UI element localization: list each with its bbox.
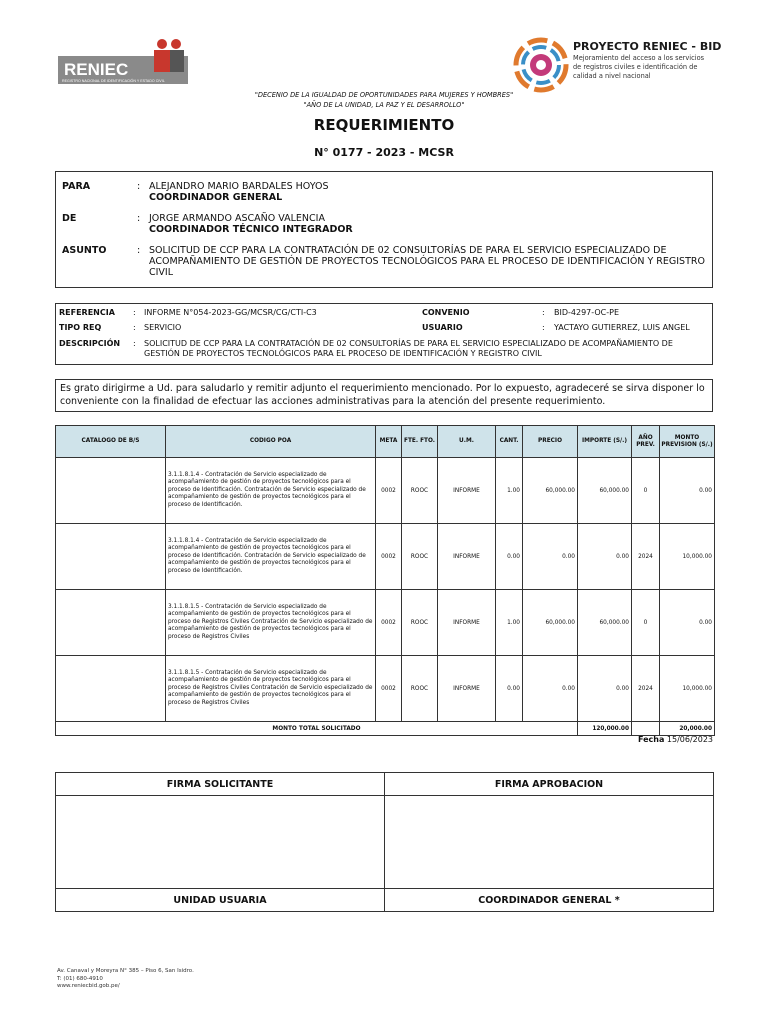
convenio-label: CONVENIO — [422, 308, 470, 317]
column-header: U.M. — [438, 426, 496, 458]
cant-cell: 1.00 — [496, 458, 523, 524]
bid-project-title: PROYECTO RENIEC - BID — [573, 40, 722, 53]
precio-cell: 60,000.00 — [523, 590, 578, 656]
reniec-logo-text: RENIEC — [64, 60, 129, 79]
date-label: Fecha — [637, 735, 665, 744]
column-header: CANT. — [496, 426, 523, 458]
colon: : — [133, 339, 136, 348]
monto-cell: 10,000.00 — [660, 656, 715, 722]
anio-cell: 2024 — [632, 656, 660, 722]
total-empty-cell — [632, 722, 660, 736]
para-role: COORDINADOR GENERAL — [149, 192, 283, 203]
decree-text — [0, 90, 768, 110]
descripcion-value: SOLICITUD DE CCP PARA LA CONTRATACIÓN DE 02 CONSULTORÍAS DE PARA EL SERVICIO ESPECIALIZADO DE ACOMPAÑAMIENTO DE GESTIÓN DE PROYECTOS TECNOLÓGICOS PARA EL PROCESO DE IDENTIFICACIÓN Y REGISTRO CIVIL — [144, 339, 673, 358]
de-role: COORDINADOR TÉCNICO INTEGRADOR — [149, 224, 353, 235]
monto-cell: 0.00 — [660, 458, 715, 524]
fte-cell: ROOC — [402, 656, 438, 722]
coordinador-general-label: COORDINADOR GENERAL * — [385, 889, 714, 912]
signature-table — [55, 772, 714, 912]
footer-address: Av. Canaval y Moreyra N° 385 – Piso 6, San Isidro. — [57, 968, 194, 974]
codigo-poa-cell: 3.1.1.8.1.5 - Contratación de Servicio especializado de acompañamiento de gestión de proyectos tecnológicos para el proceso de Registros Civiles Contratación de Servicio especializado de acompañamiento de gestión de proyectos tecnológicos para el proceso de Registros Civiles — [166, 656, 376, 722]
precio-cell: 0.00 — [523, 656, 578, 722]
para-name: ALEJANDRO MARIO BARDALES HOYOS — [149, 181, 329, 192]
table-header-row — [56, 426, 715, 458]
column-header: PRECIO — [523, 426, 578, 458]
decree-line-1: "DECENIO DE LA IGUALDAD DE OPORTUNIDADES PARA MUJERES Y HOMBRES" — [254, 91, 514, 99]
meta-cell: 0002 — [376, 524, 402, 590]
importe-cell: 60,000.00 — [578, 590, 632, 656]
decree-line-2: "AÑO DE LA UNIDAD, LA PAZ Y EL DESARROLLO" — [303, 101, 465, 109]
bid-logo — [512, 36, 570, 94]
meta-cell: 0002 — [376, 458, 402, 524]
firma-solicitante-label: FIRMA SOLICITANTE — [56, 773, 385, 796]
column-header: CODIGO POA — [166, 426, 376, 458]
catalogo-cell — [56, 524, 166, 590]
de-label: DE — [62, 213, 77, 224]
requirement-table — [55, 425, 715, 736]
colon: : — [137, 181, 141, 192]
precio-cell: 0.00 — [523, 524, 578, 590]
monto-cell: 10,000.00 — [660, 524, 715, 590]
catalogo-cell — [56, 590, 166, 656]
total-label: MONTO TOTAL SOLICITADO — [56, 722, 578, 736]
colon: : — [137, 213, 141, 224]
precio-cell: 60,000.00 — [523, 458, 578, 524]
column-header: IMPORTE (S/.) — [578, 426, 632, 458]
column-header: FTE. FTO. — [402, 426, 438, 458]
um-cell: INFORME — [438, 590, 496, 656]
column-header: MONTO PREVISION (S/.) — [660, 426, 715, 458]
table-row — [56, 524, 715, 590]
colon: : — [542, 323, 545, 332]
codigo-poa-cell: 3.1.1.8.1.5 - Contratación de Servicio especializado de acompañamiento de gestión de proyectos tecnológicos para el proceso de Registros Civiles Contratación de Servicio especializado de acompañamiento de gestión de proyectos tecnológicos para el proceso de Registros Civiles — [166, 590, 376, 656]
um-cell: INFORME — [438, 656, 496, 722]
catalogo-cell — [56, 458, 166, 524]
column-header: AÑO PREV. — [632, 426, 660, 458]
descripcion-label: DESCRIPCIÓN — [59, 339, 121, 348]
um-cell: INFORME — [438, 524, 496, 590]
convenio-value: BID-4297-OC-PE — [554, 308, 620, 317]
table-row — [56, 590, 715, 656]
cant-cell: 1.00 — [496, 590, 523, 656]
fte-cell: ROOC — [402, 524, 438, 590]
codigo-poa-cell: 3.1.1.8.1.4 - Contratación de Servicio especializado de acompañamiento de gestión de proyectos tecnológicos para el proceso de Identificación. Contratación de Servicio especializado de acompañamiento de gestión de proyectos tecnológicos para el proceso de Identificación. — [166, 524, 376, 590]
tipo-req-label: TIPO REQ — [59, 323, 102, 332]
importe-cell: 0.00 — [578, 656, 632, 722]
referencia-value: INFORME N°054-2023-GG/MCSR/CG/CTI-C3 — [144, 308, 317, 317]
asunto-label: ASUNTO — [62, 245, 107, 256]
date-value: 15/06/2023 — [666, 735, 713, 744]
um-cell: INFORME — [438, 458, 496, 524]
colon: : — [137, 245, 141, 256]
colon: : — [133, 308, 136, 317]
column-header: CATALOGO DE B/S — [56, 426, 166, 458]
meta-cell: 0002 — [376, 590, 402, 656]
table-row — [56, 656, 715, 722]
total-monto: 20,000.00 — [660, 722, 715, 736]
total-row — [56, 722, 715, 736]
table-row — [56, 458, 715, 524]
monto-cell: 0.00 — [660, 590, 715, 656]
anio-cell: 2024 — [632, 524, 660, 590]
fte-cell: ROOC — [402, 458, 438, 524]
cant-cell: 0.00 — [496, 656, 523, 722]
codigo-poa-cell: 3.1.1.8.1.4 - Contratación de Servicio especializado de acompañamiento de gestión de proyectos tecnológicos para el proceso de Identificación. Contratación de Servicio especializado de acompañamiento de gestión de proyectos tecnológicos para el proceso de Identificación. — [166, 458, 376, 524]
de-name: JORGE ARMANDO ASCAÑO VALENCIA — [149, 213, 325, 224]
cant-cell: 0.00 — [496, 524, 523, 590]
fte-cell: ROOC — [402, 590, 438, 656]
anio-cell: 0 — [632, 458, 660, 524]
tipo-req-value: SERVICIO — [144, 323, 182, 332]
anio-cell: 0 — [632, 590, 660, 656]
colon: : — [133, 323, 136, 332]
para-label: PARA — [62, 181, 91, 192]
column-header: META — [376, 426, 402, 458]
signature-area-aprobacion — [385, 796, 714, 889]
asunto-text: SOLICITUD DE CCP PARA LA CONTRATACIÓN DE 02 CONSULTORÍAS DE PARA EL SERVICIO ESPECIALIZADO DE ACOMPAÑAMIENTO DE GESTIÓN DE PROYECTOS TECNOLÓGICOS PARA EL PROCESO DE IDENTIFICACIÓN Y REGISTRO CIVIL — [149, 245, 705, 278]
importe-cell: 60,000.00 — [578, 458, 632, 524]
meta-cell: 0002 — [376, 656, 402, 722]
total-importe: 120,000.00 — [578, 722, 632, 736]
firma-aprobacion-label: FIRMA APROBACION — [385, 773, 714, 796]
parties-box — [55, 171, 713, 288]
message-text: Es grato dirigirme a Ud. para saludarlo y remitir adjunto el requerimiento mencionado. Por lo expuesto, agradeceré se sirva disponer lo conveniente con la finalidad de efectuar las acciones administrativas para la atención del presente requerimiento. — [55, 379, 713, 412]
unidad-usuaria-label: UNIDAD USUARIA — [56, 889, 385, 912]
usuario-value: YACTAYO GUTIERREZ, LUIS ANGEL — [554, 323, 690, 332]
catalogo-cell — [56, 656, 166, 722]
reference-box — [55, 303, 713, 365]
importe-cell: 0.00 — [578, 524, 632, 590]
bid-project-subtitle: Mejoramiento del acceso a los servicios de registros civiles e identificación de calidad a nivel nacional — [573, 54, 705, 80]
document-number: N° 0177 - 2023 - MCSR — [314, 146, 454, 159]
colon: : — [542, 308, 545, 317]
footer-web: www.reniecbid.gob.pe/ — [57, 983, 120, 989]
usuario-label: USUARIO — [422, 323, 463, 332]
reniec-logo — [58, 38, 190, 86]
footer-phone: T: (01) 680-4910 — [57, 975, 103, 982]
signature-area-solicitante — [56, 796, 385, 889]
referencia-label: REFERENCIA — [59, 308, 115, 317]
reniec-logo-subtext: REGISTRO NACIONAL DE IDENTIFICACIÓN Y ESTADO CIVIL — [62, 79, 165, 83]
footer — [57, 968, 194, 991]
date-line — [638, 735, 713, 744]
document-title: REQUERIMIENTO — [313, 116, 455, 134]
